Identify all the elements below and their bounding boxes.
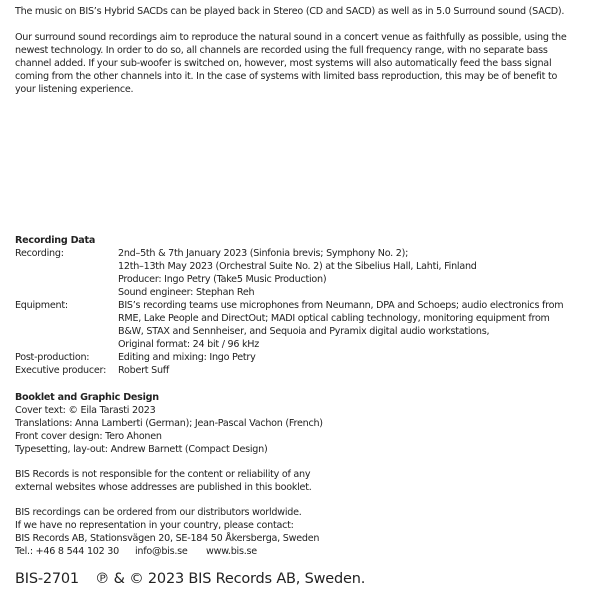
- executive-producer-row: [15, 364, 563, 377]
- contact-line: [15, 545, 319, 558]
- credit-line: Typesetting, lay-out: Andrew Barnett (Compact Design): [15, 444, 268, 455]
- text-line: BIS recordings can be ordered from our distributors worldwide.: [15, 507, 302, 518]
- row-value: 12th–13th May 2023 (Orchestral Suite No. 2) at the Sibelius Hall, Lahti, Finland: [118, 261, 477, 272]
- intro-paragraph: [15, 5, 564, 18]
- text-line: external websites whose addresses are published in this booklet.: [15, 482, 312, 493]
- row-value: Sound engineer: Stephan Reh: [118, 287, 255, 298]
- text-line: BIS Records is not responsible for the content or reliability of any: [15, 469, 311, 480]
- booklet-section: [15, 391, 323, 456]
- text-line: coming from the other channels into it. In the case of systems with limited bass reproduction, this may be of benefit to: [15, 71, 558, 82]
- row-value: Editing and mixing: Ingo Petry: [118, 352, 256, 363]
- row-value: Robert Suff: [118, 365, 170, 376]
- address: BIS Records AB, Stationsvägen 20, SE-184 50 Åkersberga, Sweden: [15, 533, 320, 544]
- row-value: Original format: 24 bit / 96 kHz: [118, 339, 260, 350]
- equipment-row: [15, 299, 563, 351]
- telephone: Tel.: +46 8 544 102 30: [15, 546, 120, 557]
- catalog-number: BIS-2701: [15, 571, 79, 587]
- intro-text: The music on BIS’s Hybrid SACDs can be played back in Stereo (CD and SACD) as well as in 5.0 Surround sound (SACD).: [15, 6, 565, 17]
- text-line: your listening experience.: [15, 84, 134, 95]
- footer: [15, 571, 365, 587]
- website-link[interactable]: www.bis.se: [206, 546, 257, 557]
- disclaimer: [15, 468, 312, 494]
- text-line: If we have no representation in your country, please contact:: [15, 520, 294, 531]
- email-link[interactable]: info@bis.se: [135, 546, 188, 557]
- row-label: Post-production:: [15, 352, 90, 363]
- row-label: Equipment:: [15, 300, 68, 311]
- post-production-row: [15, 351, 563, 364]
- recording-data-section: [15, 234, 563, 377]
- row-label: Executive producer:: [15, 365, 107, 376]
- recording-row: [15, 247, 563, 299]
- text-line: channel added. If your sub-woofer is switched on, however, most systems will also automatically feed the bass signal: [15, 58, 552, 69]
- credit-line: Cover text: © Eila Tarasti 2023: [15, 405, 156, 416]
- credit-line: Front cover design: Tero Ahonen: [15, 431, 162, 442]
- row-value: Producer: Ingo Petry (Take5 Music Production): [118, 274, 327, 285]
- text-line: Our surround sound recordings aim to reproduce the natural sound in a concert venue as faithfully as possible, using the: [15, 32, 567, 43]
- copyright: ℗ & © 2023 BIS Records AB, Sweden.: [94, 571, 366, 587]
- section-heading: Recording Data: [15, 235, 96, 246]
- row-value: RME, Lake People and DirectOut; MADI optical cabling technology, monitoring equipment from: [118, 313, 550, 324]
- credit-line: Translations: Anna Lamberti (German); Jean-Pascal Vachon (French): [15, 418, 323, 429]
- section-heading: Booklet and Graphic Design: [15, 392, 159, 403]
- row-label: Recording:: [15, 248, 64, 259]
- surround-paragraph: [15, 31, 567, 96]
- text-line: newest technology. In order to do so, all channels are recorded using the full frequency range, with no separate bass: [15, 45, 548, 56]
- contact-section: [15, 506, 319, 558]
- row-value: 2nd–5th & 7th January 2023 (Sinfonia brevis; Symphony No. 2);: [118, 248, 409, 259]
- row-value: B&W, STAX and Sennheiser, and Sequoia and Pyramix digital audio workstations,: [118, 326, 490, 337]
- row-value: BIS’s recording teams use microphones from Neumann, DPA and Schoeps; audio electronics from: [118, 300, 564, 311]
